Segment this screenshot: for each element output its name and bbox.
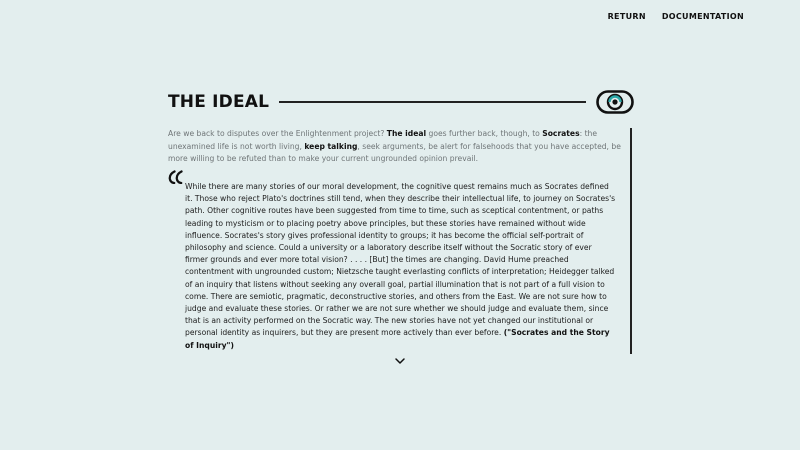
quote-block	[185, 181, 617, 352]
title-divider	[279, 101, 586, 103]
return-link[interactable]: RETURN	[607, 12, 646, 21]
quote-citation: ("Socrates and the Story of Inquiry")	[185, 328, 610, 350]
intro-text-4: , seek arguments, be alert for falsehoods that you have accepted, be more willing to be refuted than to make your current ungrounded opinion prevail.	[168, 141, 621, 163]
intro-bold-socrates: Socrates	[542, 129, 580, 138]
intro-bold-the-ideal: The ideal	[386, 129, 427, 138]
intro-paragraph	[168, 128, 624, 166]
intro-text-2: goes further back, though, to	[426, 129, 543, 138]
page-title: THE IDEAL	[168, 92, 270, 112]
intro-bold-keep-talking: keep talking	[304, 141, 358, 151]
quote-text: While there are many stories of our moral development, the cognitive quest remains much as Socrates defined it. Those who reject Plato's doctrines still tend, when they describe their intellectual life, to journey on Socrates's path. Other cognitive routes have been suggested from time to time, such as sceptical contentment, or paths leading to mysticism or to placing poetry above principles, but these stories have remained without wide influence. Socrates's story gives professional identity to groups; it has become the official self-portrait of philosophy and science. Could a university or a laboratory describe itself without the Socratic story of ever firmer grounds and ever more total vision? . . . . [But] the times are changing. David Hume preached contentment with ungrounded custom; Nietzsche taught everlasting conflicts of interpretation; Heidegger talked of an inquiry that listens without seeking any overall goal, partial illumination that is not part of a full vision to come. There are semiotic, pragmatic, deconstructive stories, and others from the East. We are not sure how to judge and evaluate these stories. Or rather we are not sure whether we should judge and evaluate them, since that is an activity performed on the Socratic way. The new stories have not yet changed our institutional or personal identity as inquirers, but they are present more actively than ever before.	[185, 182, 616, 338]
vertical-divider	[630, 128, 632, 354]
intro-text-1: Are we back to disputes over the Enlightenment project?	[168, 129, 387, 138]
concentric-rings-logo-icon	[596, 90, 634, 114]
top-navigation	[608, 12, 744, 21]
chevron-down-icon[interactable]	[393, 356, 407, 366]
documentation-link[interactable]: DOCUMENTATION	[661, 12, 744, 21]
intro-text-3: : the unexamined life is not worth living,	[168, 129, 598, 151]
section-heading-row	[168, 88, 634, 116]
open-quote-icon	[168, 170, 184, 184]
